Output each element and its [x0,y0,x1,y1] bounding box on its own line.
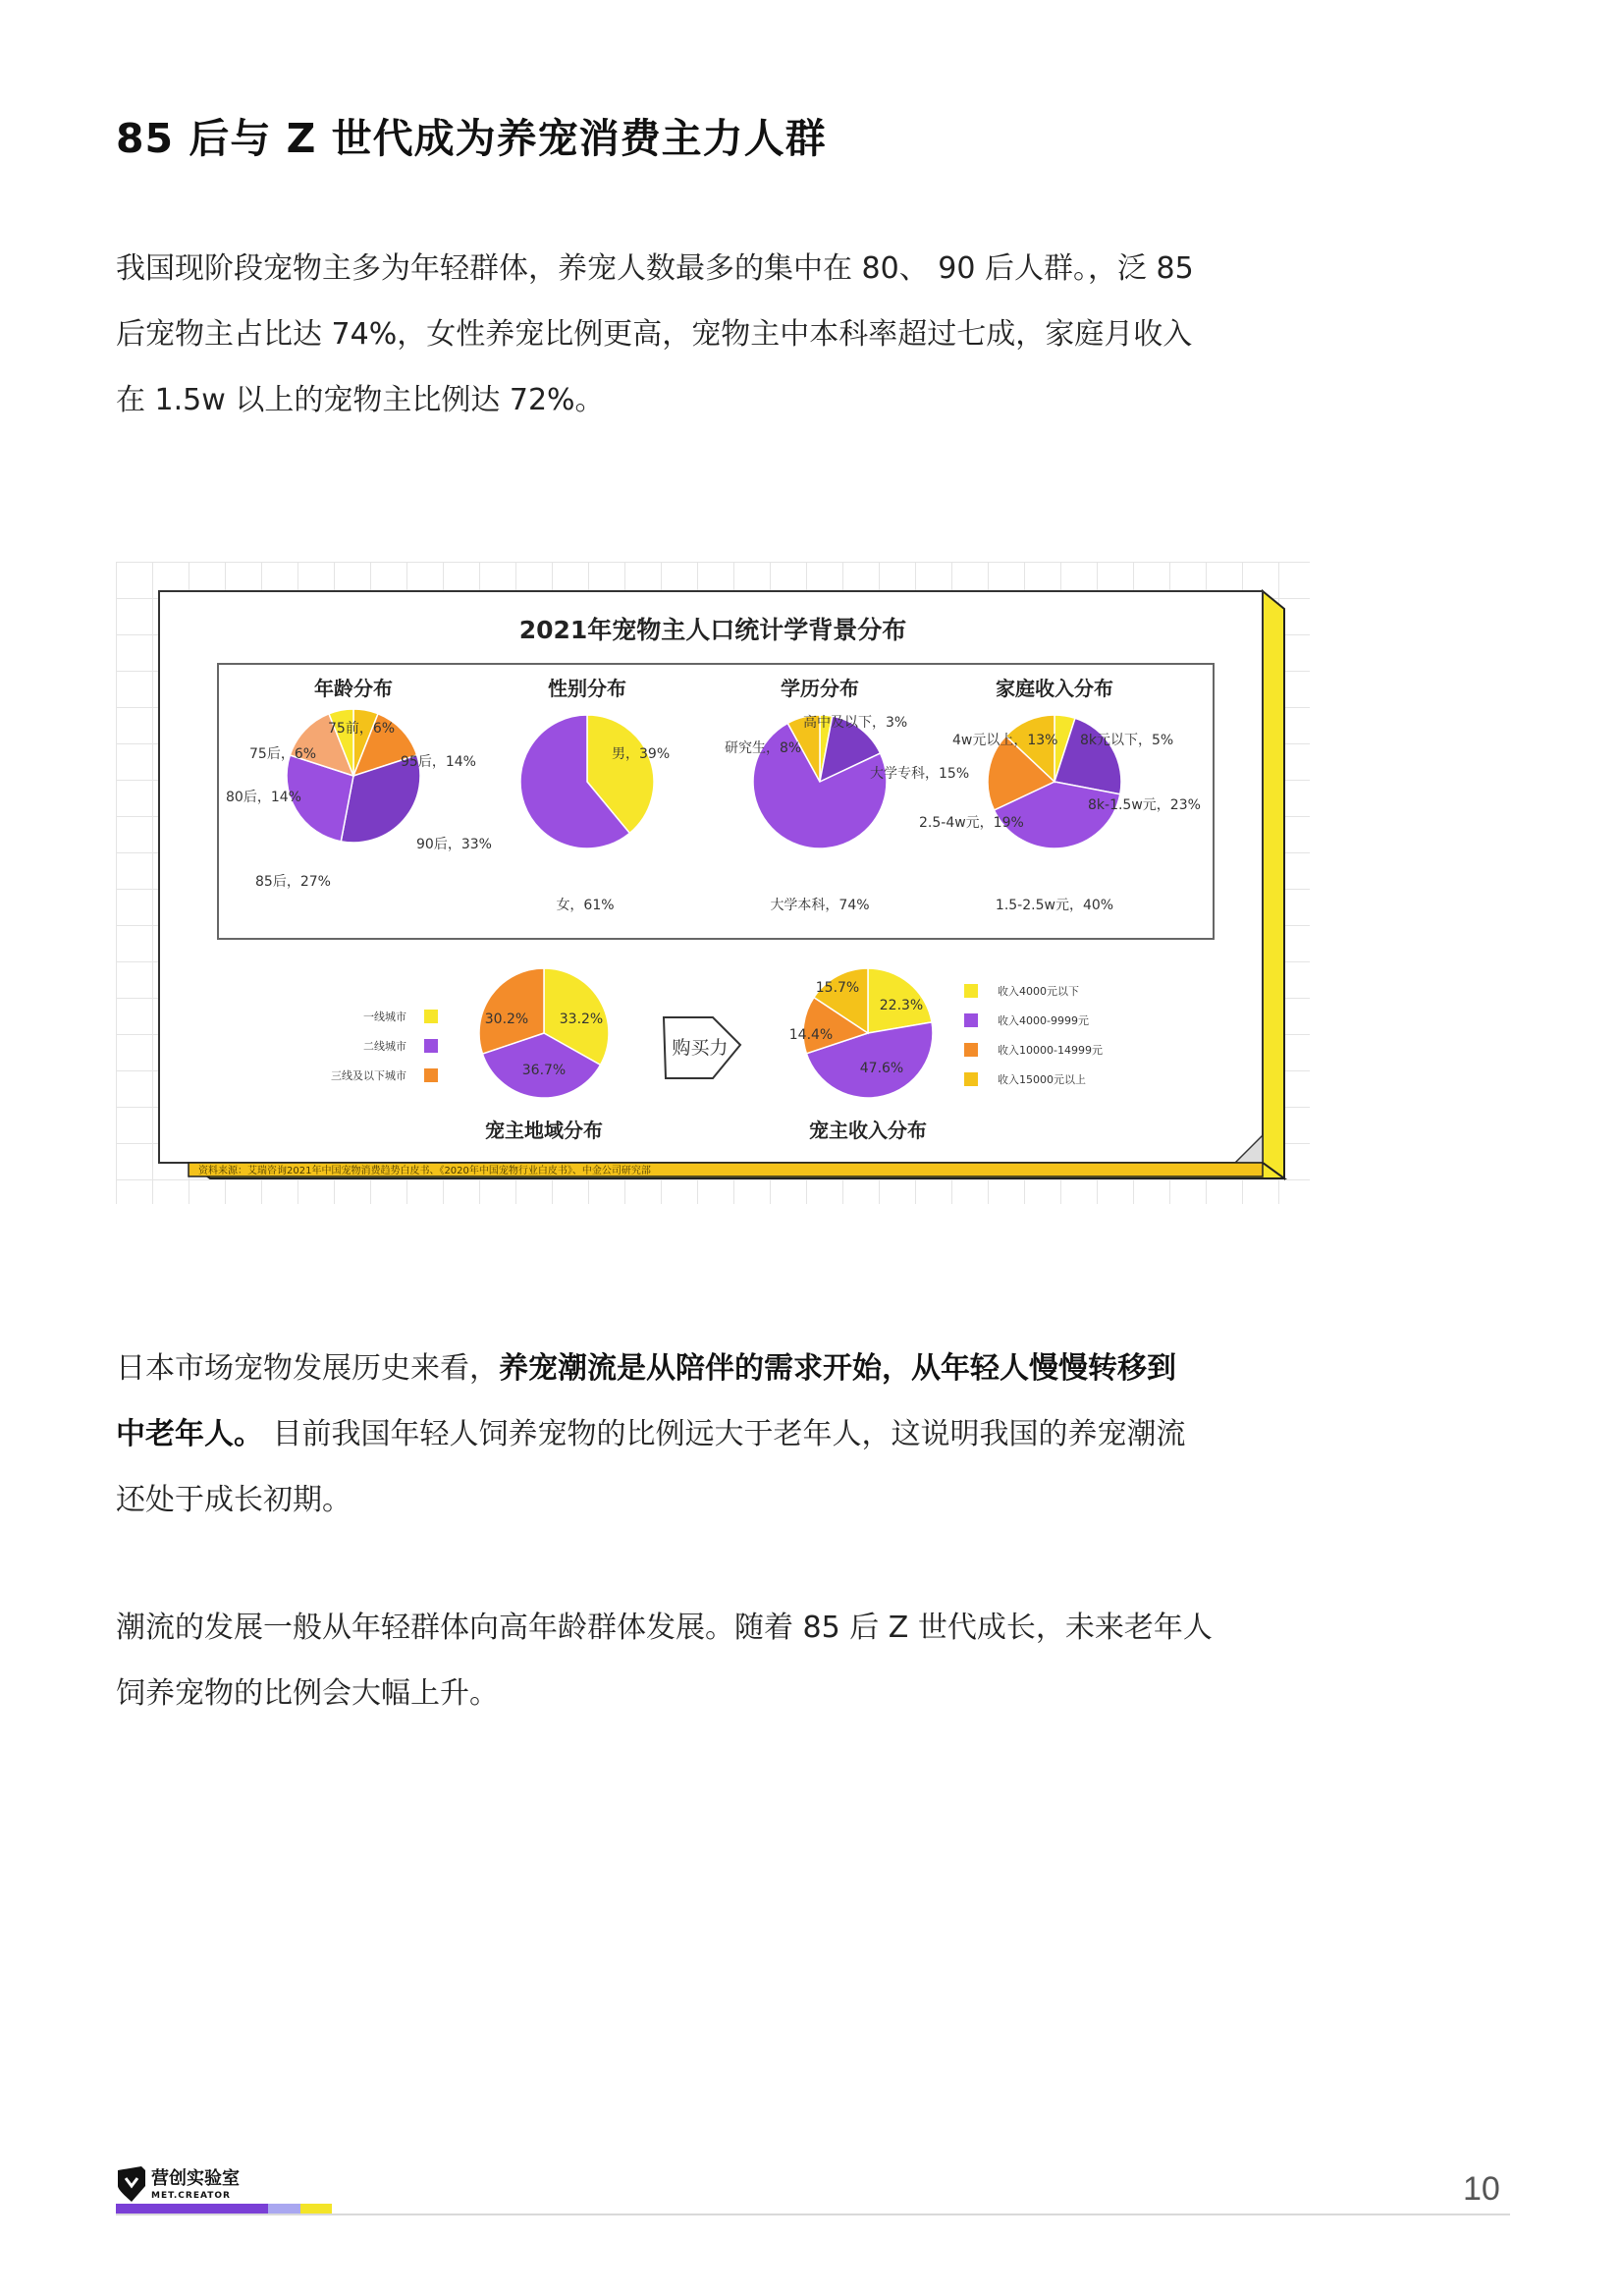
accent-bar-purple [116,2204,268,2214]
para-text: 日本市场宠物发展历史来看， [116,1351,499,1386]
page-number: 10 [1463,2170,1500,2208]
gender-label: 女，61% [556,898,615,913]
owner-income-label: 47.6% [859,1061,904,1076]
para-text: 目前我国年轻人饲养宠物的比例远大于老年人，这说明我国的养宠潮流 [263,1417,1186,1451]
para-line: 饲养宠物的比例会大幅上升。 [116,1676,499,1711]
income-legend-swatch [964,1043,978,1057]
income-legend-label: 收入4000-9999元 [998,1014,1089,1027]
region-legend-swatch [424,1039,438,1053]
region-legend-label: 三线及以下城市 [331,1069,406,1082]
logo-text: 营创实验室 [151,2168,240,2189]
income-legend-label: 收入15000元以上 [998,1073,1086,1086]
education-label: 大学专科，15% [870,766,970,782]
arrow-label: 购买力 [672,1037,729,1059]
region-legend-swatch [424,1010,438,1023]
income-legend-swatch [964,1013,978,1027]
region-label: 30.2% [484,1011,529,1027]
footer-accent-bars [116,2204,332,2214]
pie-title-owner-income: 宠主收入分布 [809,1119,927,1142]
gender-label: 男，39% [612,746,671,762]
para-emphasis: 养宠潮流是从陪伴的需求开始，从年轻人慢慢转移到 [499,1351,1176,1386]
para-line [116,1336,1324,1401]
figure-title: 2021年宠物主人口统计学背景分布 [518,616,907,644]
para-emphasis: 中老年人。 [116,1417,263,1451]
pie-title-age: 年龄分布 [314,677,393,700]
age-label: 85后，27% [255,874,331,890]
age-label: 95后，14% [401,754,476,770]
income-legend-label: 收入10000-14999元 [998,1044,1103,1057]
pie-title-education: 学历分布 [781,677,859,700]
brand-logo [116,2164,273,2208]
paragraph-trend [116,1595,1324,1726]
footer-rule [116,2214,1510,2215]
income-legend-swatch [964,984,978,998]
education-label: 研究生，8% [725,740,802,756]
paragraph-japan [116,1336,1324,1533]
education-label: 大学本科，74% [770,898,870,913]
owner-income-label: 14.4% [788,1027,834,1043]
household-income-label: 1.5-2.5w元，40% [995,898,1114,913]
household-income-label: 8k元以下，5% [1080,733,1174,748]
para-line: 潮流的发展一般从年轻群体向高年龄群体发展。随着 85 后 Z 世代成长，未来老年人 [116,1611,1213,1645]
accent-bar-lavender [268,2204,300,2214]
owner-income-label: 22.3% [879,998,924,1013]
pie-title-gender: 性别分布 [548,677,626,700]
education-label: 高中及以下，3% [803,715,908,731]
owner-income-label: 15.7% [815,980,860,996]
intro-line: 后宠物主占比达 74%，女性养宠比例更高，宠物主中本科率超过七成，家庭月收入 [116,317,1193,352]
region-label: 36.7% [521,1063,567,1078]
logo-subtext: MET.CREATOR [151,2191,231,2201]
age-label: 90后，33% [416,837,492,852]
pie-title-region: 宠主地域分布 [485,1119,603,1142]
page-title: 85 后与 Z 世代成为养宠消费主力人群 [116,115,827,162]
demographics-chart [116,562,1310,1204]
household-income-label: 4w元以上，13% [952,733,1058,748]
region-legend-label: 二线城市 [363,1040,406,1053]
region-label: 33.2% [559,1011,604,1027]
accent-bar-yellow [300,2204,332,2214]
income-legend-label: 收入4000元以下 [998,985,1079,998]
figure-source: 资料来源：艾瑞咨询2021年中国宠物消费趋势白皮书、《2020年中国宠物行业白皮书》、中金公司研究部 [198,1166,651,1176]
household-income-label: 2.5-4w元，19% [919,815,1024,831]
demographics-figure [116,562,1310,1204]
intro-line: 我国现阶段宠物主多为年轻群体，养宠人数最多的集中在 80、 90 后人群。，泛 85 [116,251,1194,286]
age-label: 75后，6% [249,746,317,762]
age-label: 75前，6% [328,721,396,737]
para-line: 还处于成长初期。 [116,1483,351,1517]
age-label: 80后，14% [226,790,301,805]
pie-title-income: 家庭收入分布 [996,677,1113,700]
region-legend-label: 一线城市 [363,1011,406,1023]
income-legend-swatch [964,1072,978,1086]
intro-line: 在 1.5w 以上的宠物主比例达 72%。 [116,383,605,417]
para-line [116,1401,1324,1467]
intro-paragraph [116,236,1324,433]
region-legend-swatch [424,1068,438,1082]
household-income-label: 8k-1.5w元，23% [1088,797,1201,813]
